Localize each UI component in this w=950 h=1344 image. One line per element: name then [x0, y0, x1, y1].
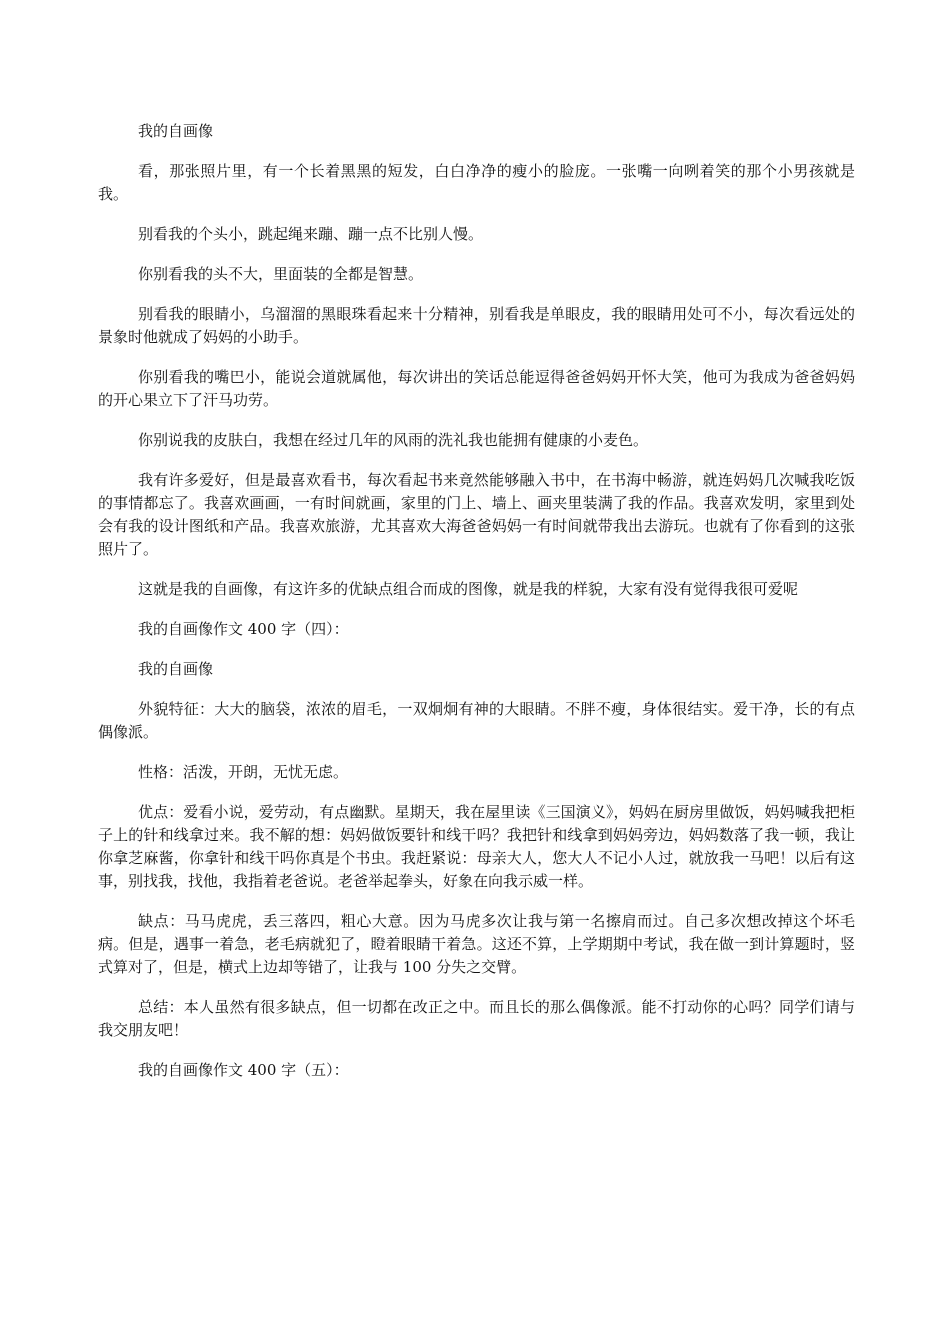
paragraph-appearance: 外貌特征：大大的脑袋，浓浓的眉毛，一双炯炯有神的大眼睛。不胖不瘦，身体很结实。爱干净，长的有点偶像派。 — [98, 700, 855, 741]
paragraph-head: 你别看我的头不大，里面装的全都是智慧。 — [138, 265, 424, 283]
paragraph-personality: 性格：活泼，开朗，无忧无虑。 — [138, 763, 349, 781]
paragraph-mouth: 你别看我的嘴巴小，能说会道就属他，每次讲出的笑话总能逗得爸爸妈妈开怀大笑，他可为我成为爸爸妈妈的开心果立下了汗马功劳。 — [98, 368, 855, 409]
paragraph-strengths: 优点：爱看小说，爱劳动，有点幽默。星期天，我在屋里读《三国演义》，妈妈在厨房里做饭，妈妈喊我把柜子上的针和线拿过来。我不解的想：妈妈做饭要针和线干吗？我把针和线拿到妈妈旁边，妈妈数落了我一顿，我让你拿芝麻酱，你拿针和线干吗你真是个书虫。我赶紧说：母亲大人，您大人不记小人过，就放我一马吧！以后有这事，别找我，找他，我指着老爸说。老爸举起拳头，好象在向我示威一样。 — [98, 803, 855, 890]
section-title: 我的自画像 — [138, 122, 214, 140]
paragraph-weaknesses: 缺点：马马虎虎，丢三落四，粗心大意。因为马虎多次让我与第一名擦肩而过。自己多次想改掉这个坏毛病。但是，遇事一着急，老毛病就犯了，瞪着眼睛干着急。这还不算，上学期期中考试，我在做一到计算题时，竖式算对了，但是，横式上边却等错了，让我与 100 分失之交臂。 — [98, 912, 855, 976]
document-page — [98, 120, 855, 1099]
essay-heading-four: 我的自画像作文 400 字（四）： — [138, 620, 349, 638]
paragraph-hobbies: 我有许多爱好，但是最喜欢看书，每次看起书来竟然能够融入书中，在书海中畅游，就连妈妈几次喊我吃饭的事情都忘了。我喜欢画画，一有时间就画，家里的门上、墙上、画夹里装满了我的作品。我喜欢发明，家里到处会有我的设计图纸和产品。我喜欢旅游，尤其喜欢大海爸爸妈妈一有时间就带我出去游玩。也就有了你看到的这张照片了。 — [98, 471, 855, 558]
paragraph-height: 别看我的个头小，跳起绳来蹦、蹦一点不比别人慢。 — [138, 225, 484, 243]
paragraph-skin: 你别说我的皮肤白，我想在经过几年的风雨的洗礼我也能拥有健康的小麦色。 — [138, 431, 649, 449]
paragraph-conclusion: 这就是我的自画像，有这许多的优缺点组合而成的图像，就是我的样貌，大家有没有觉得我很可爱呢 — [138, 580, 799, 598]
section-title-second: 我的自画像 — [138, 660, 214, 678]
paragraph-eyes: 别看我的眼睛小，乌溜溜的黑眼珠看起来十分精神，别看我是单眼皮，我的眼睛用处可不小，每次看远处的景象时他就成了妈妈的小助手。 — [98, 305, 855, 346]
paragraph-photo-intro: 看，那张照片里，有一个长着黑黑的短发，白白净净的瘦小的脸庞。一张嘴一向咧着笑的那个小男孩就是我。 — [98, 162, 855, 203]
essay-heading-five: 我的自画像作文 400 字（五）： — [138, 1061, 349, 1079]
paragraph-summary: 总结：本人虽然有很多缺点，但一切都在改正之中。而且长的那么偶像派。能不打动你的心吗？同学们请与我交朋友吧！ — [98, 998, 855, 1039]
